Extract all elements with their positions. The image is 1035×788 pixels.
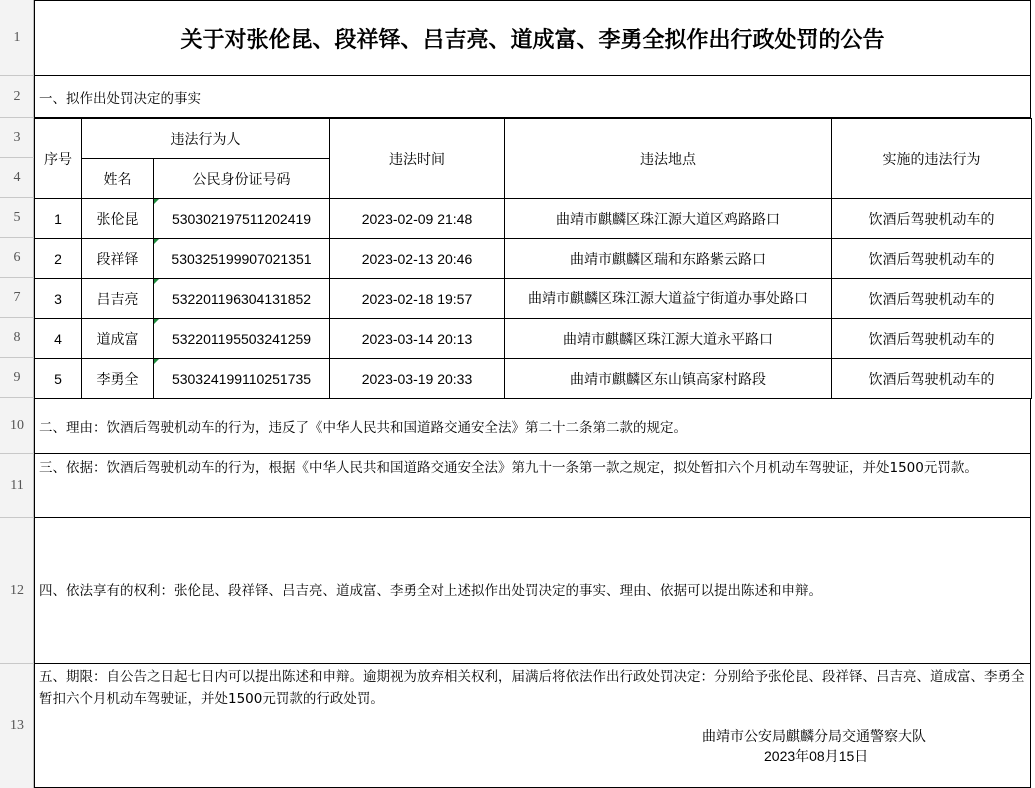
- section-facts-heading[interactable]: [34, 76, 1031, 118]
- row-number[interactable]: 12: [0, 518, 34, 664]
- issue-date: 2023年08月15日: [764, 748, 869, 764]
- cell-place[interactable]: 曲靖市麒麟区珠江源大道永平路口: [505, 319, 832, 359]
- section-deadline-text: 五、期限：自公告之日起七日内可以提出陈述和申辩。逾期视为放弃相关权利，届满后将依法作出行政处罚决定：分别给予张伦昆、段祥铎、吕吉亮、道成富、李勇全暂扣六个月机动车驾驶证，并处1500元罚款的行政处罚。: [39, 669, 1025, 707]
- section-reason[interactable]: [34, 398, 1031, 454]
- table-row: [35, 239, 1032, 279]
- cell-id[interactable]: 530325199907021351: [154, 239, 330, 279]
- cell-name[interactable]: 吕吉亮: [82, 279, 154, 319]
- row-number[interactable]: 4: [0, 158, 34, 198]
- cell-time[interactable]: 2023-02-13 20:46: [330, 239, 505, 279]
- spreadsheet-area: [34, 0, 1035, 788]
- header-place[interactable]: 违法地点: [505, 119, 832, 199]
- table-row: [35, 359, 1032, 399]
- header-act[interactable]: 实施的违法行为: [832, 119, 1032, 199]
- cell-seq[interactable]: 5: [35, 359, 82, 399]
- row-number[interactable]: 11: [0, 454, 34, 518]
- cell-act[interactable]: 饮酒后驾驶机动车的: [832, 239, 1032, 279]
- cell-place[interactable]: 曲靖市麒麟区珠江源大道益宁街道办事处路口: [505, 279, 832, 319]
- row-number[interactable]: 5: [0, 198, 34, 238]
- cell-id[interactable]: 530302197511202419: [154, 199, 330, 239]
- cell-seq[interactable]: 1: [35, 199, 82, 239]
- row-number[interactable]: 10: [0, 398, 34, 454]
- violation-table: [34, 118, 1032, 399]
- header-name[interactable]: 姓名: [82, 159, 154, 199]
- cell-act[interactable]: 饮酒后驾驶机动车的: [832, 319, 1032, 359]
- row-header-gutter: [0, 0, 34, 788]
- section-facts-text: 一、拟作出处罚决定的事实: [39, 90, 201, 107]
- header-time[interactable]: 违法时间: [330, 119, 505, 199]
- cell-act[interactable]: 饮酒后驾驶机动车的: [832, 199, 1032, 239]
- header-offender[interactable]: 违法行为人: [82, 119, 330, 159]
- cell-name[interactable]: 李勇全: [82, 359, 154, 399]
- cell-seq[interactable]: 3: [35, 279, 82, 319]
- cell-time[interactable]: 2023-02-18 19:57: [330, 279, 505, 319]
- section-reason-text: 二、理由：饮酒后驾驶机动车的行为，违反了《中华人民共和国道路交通安全法》第二十二条第二款的规定。: [39, 419, 687, 436]
- row-number[interactable]: 3: [0, 118, 34, 158]
- header-seq[interactable]: 序号: [35, 119, 82, 199]
- cell-name[interactable]: 段祥铎: [82, 239, 154, 279]
- section-basis[interactable]: [34, 454, 1031, 518]
- document-title[interactable]: 关于对张伦昆、段祥铎、吕吉亮、道成富、李勇全拟作出行政处罚的公告: [34, 0, 1031, 76]
- cell-id[interactable]: 532201196304131852: [154, 279, 330, 319]
- row-number[interactable]: 8: [0, 318, 34, 358]
- cell-id[interactable]: 532201195503241259: [154, 319, 330, 359]
- cell-place[interactable]: 曲靖市麒麟区瑞和东路紫云路口: [505, 239, 832, 279]
- row-number[interactable]: 13: [10, 718, 24, 733]
- cell-act[interactable]: 饮酒后驾驶机动车的: [832, 359, 1032, 399]
- cell-time[interactable]: 2023-03-14 20:13: [330, 319, 505, 359]
- row-number[interactable]: 6: [0, 238, 34, 278]
- row-number[interactable]: 7: [0, 278, 34, 318]
- cell-act[interactable]: 饮酒后驾驶机动车的: [832, 279, 1032, 319]
- table-row: [35, 279, 1032, 319]
- cell-seq[interactable]: 2: [35, 239, 82, 279]
- cell-place[interactable]: 曲靖市麒麟区东山镇高家村路段: [505, 359, 832, 399]
- issuing-organization: 曲靖市公安局麒麟分局交通警察大队: [702, 729, 926, 745]
- cell-place[interactable]: 曲靖市麒麟区珠江源大道区鸡路路口: [505, 199, 832, 239]
- cell-name[interactable]: 道成富: [82, 319, 154, 359]
- table-row: [35, 319, 1032, 359]
- cell-name[interactable]: 张伦昆: [82, 199, 154, 239]
- row-number[interactable]: 2: [0, 76, 34, 118]
- cell-time[interactable]: 2023-02-09 21:48: [330, 199, 505, 239]
- table-row: [35, 199, 1032, 239]
- section-rights[interactable]: [34, 518, 1031, 664]
- cell-time[interactable]: 2023-03-19 20:33: [330, 359, 505, 399]
- row-number[interactable]: 1: [0, 0, 34, 76]
- section-basis-text: 三、依据：饮酒后驾驶机动车的行为，根据《中华人民共和国道路交通安全法》第九十一条第一款之规定，拟处暂扣六个月机动车驾驶证，并处1500元罚款。: [39, 460, 978, 476]
- section-rights-text: 四、依法享有的权利：张伦昆、段祥铎、吕吉亮、道成富、李勇全对上述拟作出处罚决定的事实、理由、依据可以提出陈述和申辩。: [39, 582, 822, 599]
- row-number[interactable]: 9: [0, 358, 34, 398]
- header-id[interactable]: 公民身份证号码: [154, 159, 330, 199]
- cell-seq[interactable]: 4: [35, 319, 82, 359]
- cell-id[interactable]: 530324199110251735: [154, 359, 330, 399]
